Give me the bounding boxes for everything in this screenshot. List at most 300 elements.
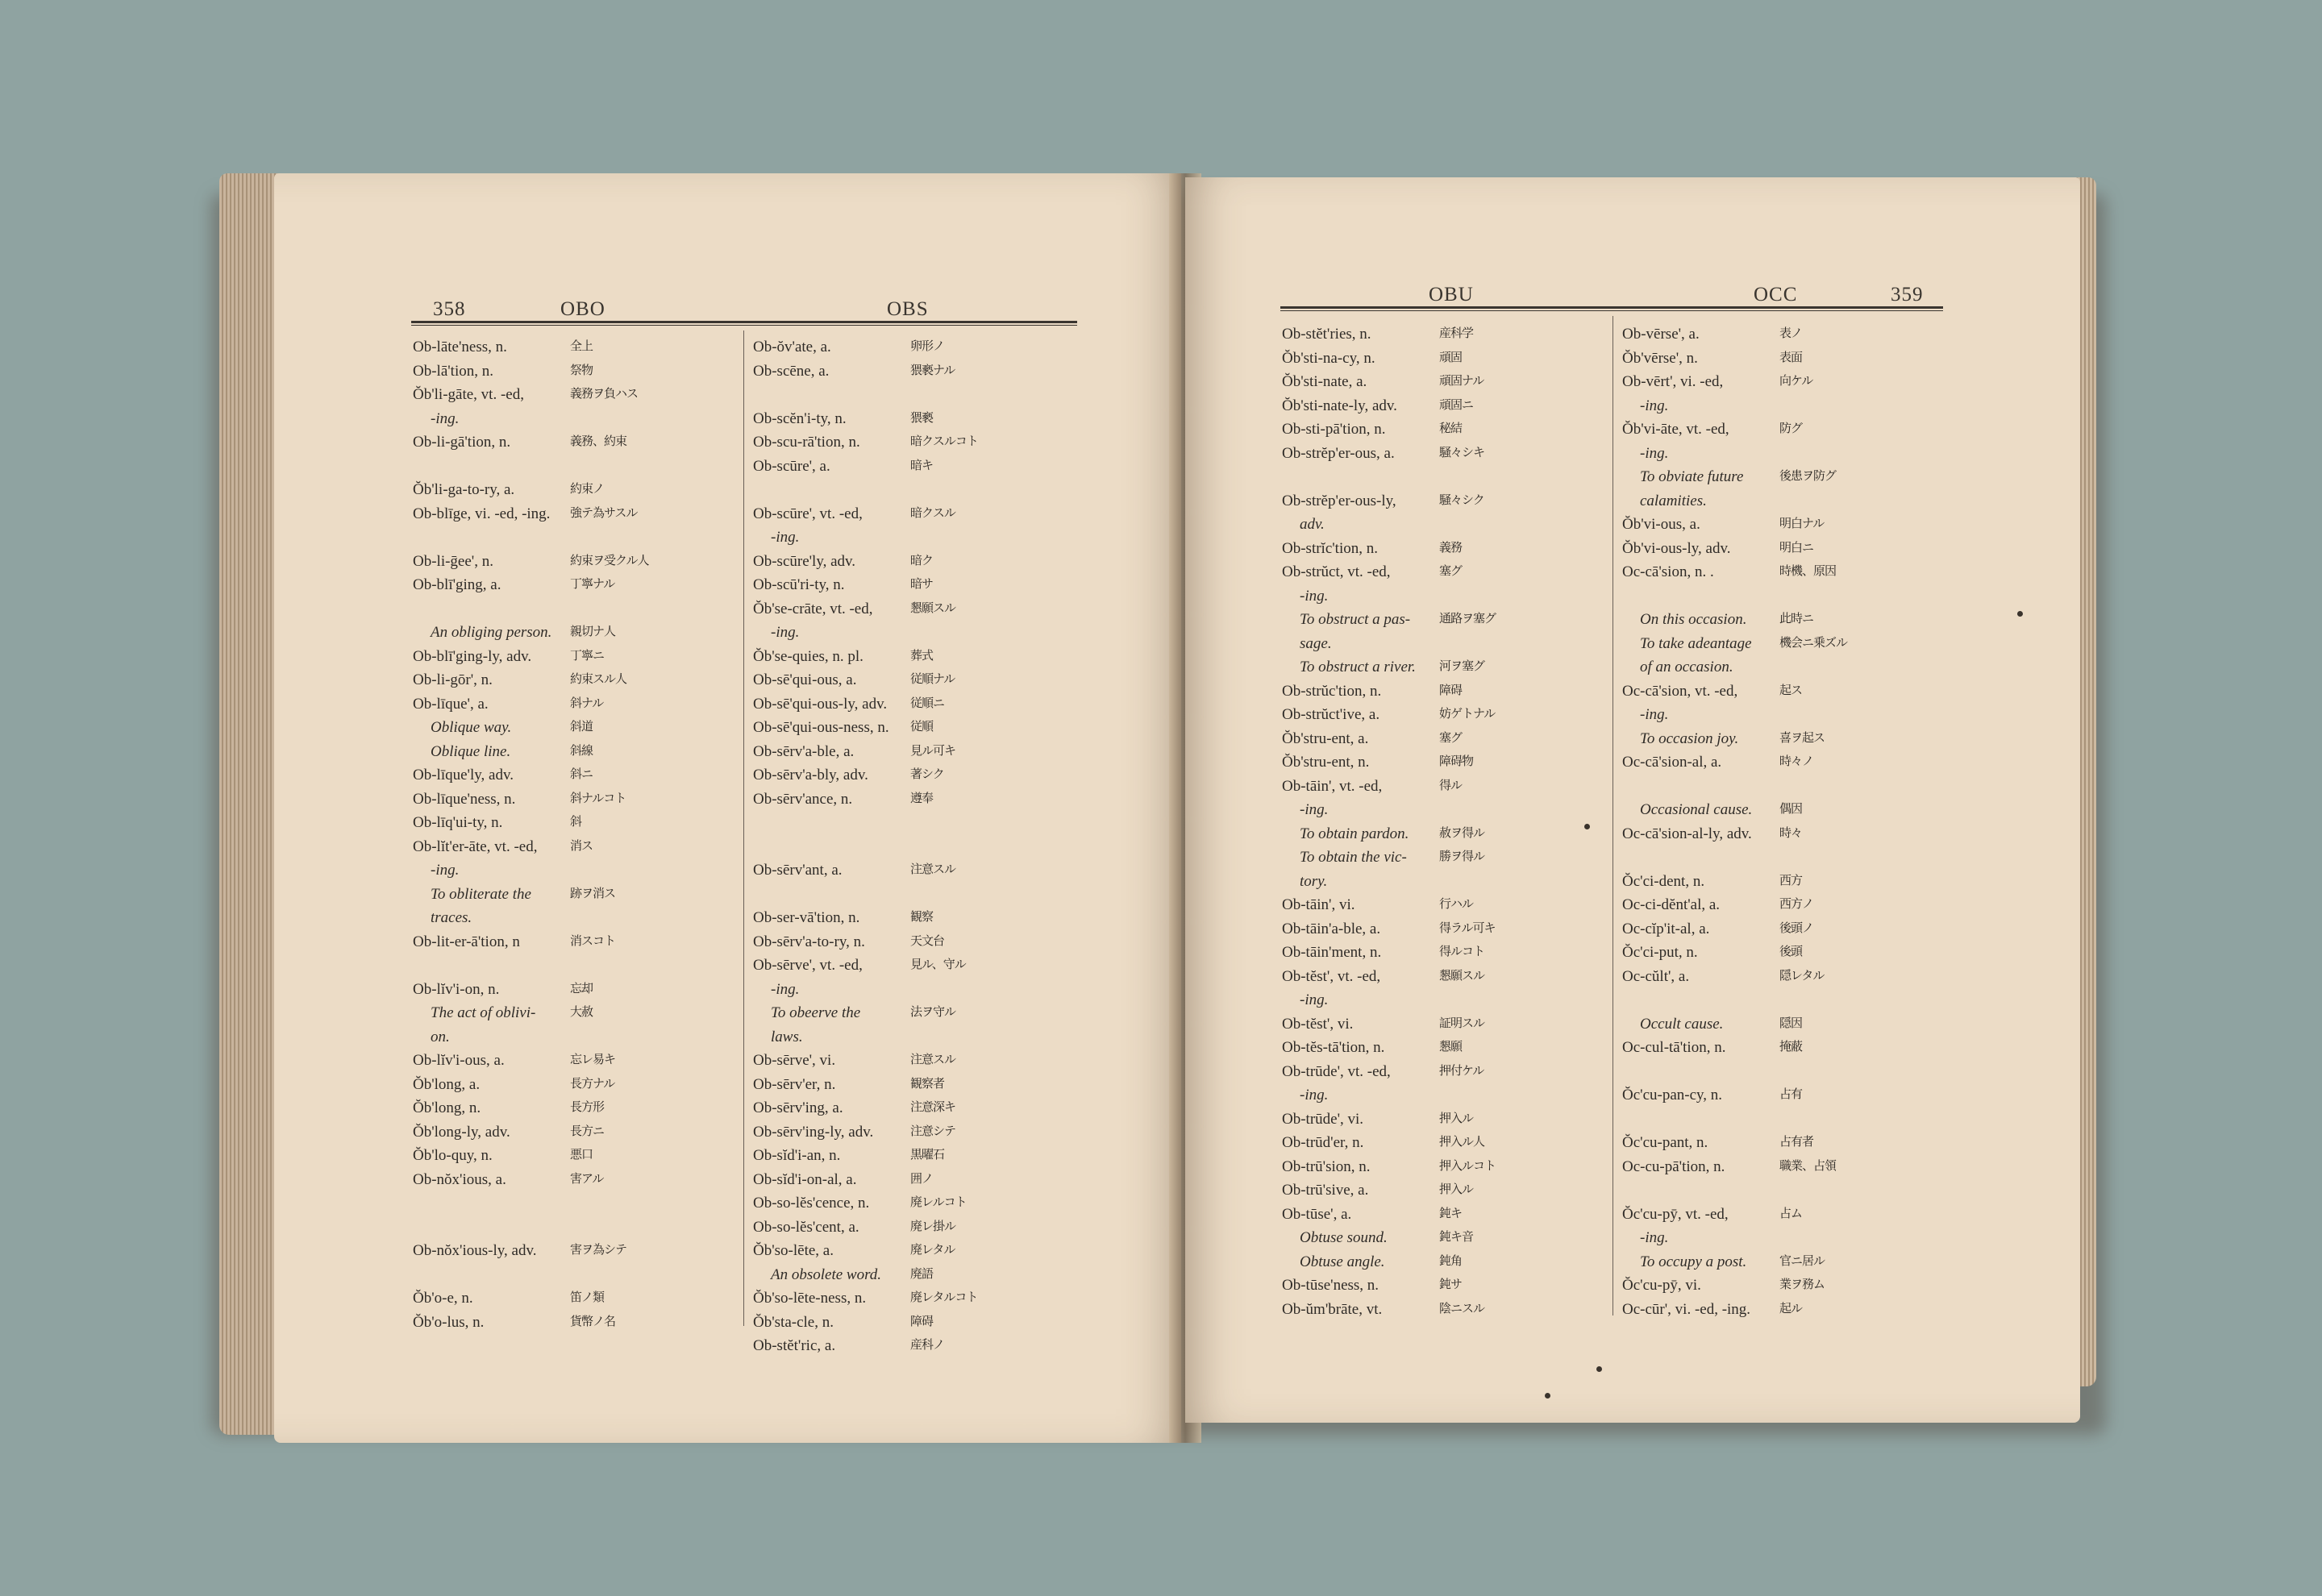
entry-row (753, 526, 1076, 550)
entry-row (1622, 1036, 1945, 1060)
entry-headword: Ob-blī'ging, a. (413, 576, 501, 593)
entry-headword: Oc-cā'sion-al, a. (1622, 754, 1722, 771)
entry-headword: Ob-ŭm'brāte, vt. (1282, 1300, 1383, 1318)
entry-headword: -ing. (431, 409, 460, 427)
entry-definition: 天文台 (910, 934, 945, 948)
entry-row (1622, 418, 1945, 442)
entry-definition: 卵形ノ (910, 340, 945, 353)
entry-row (1622, 822, 1945, 846)
entry-headword: Ob-so-lĕs'cence, n. (753, 1195, 870, 1212)
entry-headword: Ob-sērve', vi. (753, 1052, 836, 1069)
entry-row (1622, 846, 1945, 870)
entry-row (1622, 750, 1945, 775)
entry-headword: Ob-līque'ness, n. (413, 790, 516, 808)
entry-headword: -ing. (431, 862, 460, 879)
entry-row (753, 1049, 1076, 1073)
entry-row (1622, 775, 1945, 799)
entry-row (753, 1239, 1076, 1263)
entry-definition: 頑固ニ (1439, 398, 1474, 412)
entry-row (1622, 798, 1945, 822)
entry-headword: Ob-blīge, vi. -ed, -ing. (413, 505, 551, 522)
entry-row (413, 668, 735, 692)
entry-headword: To occupy a post. (1640, 1253, 1747, 1270)
entry-row (753, 692, 1076, 717)
entry-row (753, 573, 1076, 597)
entry-row (753, 1311, 1076, 1335)
entry-definition: 隠レタル (1779, 969, 1825, 983)
entry-definition: 遵奉 (910, 792, 934, 805)
entry-headword: Oc-ci-dĕnt'al, a. (1622, 896, 1721, 913)
entry-definition: 貨幣ノ名 (570, 1315, 616, 1328)
entry-row (753, 1263, 1076, 1287)
entry-headword: Ob-strĭc'tion, n. (1282, 539, 1378, 557)
entry-headword: Ŏb'stru-ent, a. (1282, 729, 1369, 747)
entry-definition: 斜道 (570, 721, 593, 734)
entry-row (413, 1120, 735, 1145)
entry-definition: 産科ノ (910, 1339, 945, 1352)
entry-definition: 陰ニスル (1439, 1302, 1485, 1315)
entry-definition: 跡ヲ消ス (570, 887, 616, 900)
entry-definition: 此時ニ (1779, 613, 1814, 626)
entry-row (1622, 893, 1945, 917)
entry-row (413, 740, 735, 764)
entry-row (753, 858, 1076, 883)
entry-headword: Ob-vērt', vi. -ed, (1622, 373, 1724, 390)
entry-definition: 注意スル (910, 863, 956, 876)
entry-headword: Ob-li-gā'tion, n. (413, 434, 511, 451)
entry-definition: 行ハル (1439, 898, 1474, 911)
entry-row (1622, 1178, 1945, 1203)
entry-row (413, 1311, 735, 1335)
entry-row (753, 740, 1076, 764)
entry-definition: 塞グ (1439, 565, 1463, 578)
entry-headword: Ŏb'sti-nate-ly, adv. (1282, 397, 1397, 414)
entry-row (753, 906, 1076, 930)
entry-row (1622, 608, 1945, 632)
entry-headword: Ob-stĕt'ries, n. (1282, 326, 1371, 343)
entry-row (1282, 584, 1604, 609)
right-column-2 (1622, 322, 1945, 1321)
entry-row (753, 383, 1076, 407)
entry-definition: 廃レタルコト (910, 1291, 978, 1304)
entry-headword: Ob-sērv'er, n. (753, 1075, 836, 1093)
entry-headword: Ob-lĭv'i-ous, a. (413, 1052, 505, 1069)
entry-headword: Ob-sērv'ance, n. (753, 790, 853, 808)
entry-row (413, 1049, 735, 1073)
entry-row (1282, 1250, 1604, 1274)
entry-definition: 法ヲ守ル (910, 1006, 956, 1019)
entry-headword: Ob-strĕp'er-ous-ly, (1282, 492, 1396, 509)
entry-definition: 占ム (1779, 1207, 1803, 1220)
entry-definition: 西方 (1779, 874, 1803, 887)
entry-headword: Ŏc'ci-put, n. (1622, 944, 1698, 961)
entry-definition: 頑固 (1439, 351, 1463, 364)
entry-definition: 偶因 (1779, 803, 1803, 816)
entry-row (1282, 560, 1604, 584)
entry-definition: 長方ニ (570, 1124, 605, 1138)
entry-definition: 猥褻 (910, 411, 934, 425)
entry-headword: Oc-cā'sion, vt. -ed, (1622, 682, 1738, 700)
entry-row (413, 835, 735, 859)
entry-row (1622, 965, 1945, 989)
entry-row (1282, 322, 1604, 347)
entry-headword: Occult cause. (1640, 1015, 1724, 1033)
entry-row (413, 788, 735, 812)
entry-definition: 長方ナル (570, 1077, 615, 1091)
entry-row (413, 455, 735, 479)
entry-headword: Ob-tĕst', vi. (1282, 1015, 1354, 1033)
left-column-divider (743, 330, 744, 1326)
entry-headword: Ŏc'cu-pȳ, vi. (1622, 1277, 1701, 1294)
entry-definition: 約束スル人 (570, 673, 627, 686)
entry-row (1622, 632, 1945, 656)
entry-row (413, 906, 735, 930)
entry-row (1282, 1036, 1604, 1060)
entry-definition: 表ノ (1779, 327, 1803, 340)
entry-definition: 後頭 (1779, 946, 1803, 958)
entry-row (1282, 370, 1604, 394)
entry-headword: Ob-blī'ging-ly, adv. (413, 647, 532, 665)
entry-definition: 秘結 (1439, 422, 1463, 435)
entry-headword: Ob-sērv'ant, a. (753, 862, 843, 879)
entry-headword: Ob-trūde', vi. (1282, 1110, 1364, 1128)
entry-headword: To obtain pardon. (1300, 825, 1409, 842)
entry-headword: Ob-strĕp'er-ous, a. (1282, 444, 1395, 462)
entry-headword: Occasional cause. (1640, 801, 1753, 818)
entry-headword: of an occasion. (1640, 659, 1733, 675)
entry-headword: Ob-sērv'a-ble, a. (753, 742, 855, 760)
entry-definition: 障碍 (1439, 684, 1463, 697)
entry-headword: To occasion joy. (1640, 729, 1739, 747)
entry-definition: 隠因 (1779, 1016, 1803, 1030)
entry-headword: Ob-lĭv'i-on, n. (413, 980, 500, 998)
entry-definition: 職業、占領 (1779, 1159, 1837, 1173)
entry-row (413, 621, 735, 645)
entry-headword: Obtuse sound. (1300, 1229, 1388, 1246)
entry-row (1282, 1203, 1604, 1227)
entry-definition: 消ス (570, 839, 593, 853)
entry-headword: -ing. (1640, 706, 1669, 723)
entry-definition: 廃レ掛ル (910, 1220, 956, 1233)
entry-row (413, 1286, 735, 1311)
left-column-1 (413, 335, 735, 1334)
entry-definition: 勝ヲ得ル (1439, 850, 1485, 863)
entry-definition: 押入ル (1439, 1112, 1474, 1125)
entry-row (1282, 988, 1604, 1012)
right-header-guide-left: OBU (1429, 284, 1474, 305)
entry-row (1282, 1226, 1604, 1250)
entry-row (753, 883, 1076, 907)
entry-row (753, 668, 1076, 692)
entry-row (413, 1216, 735, 1240)
entry-row (413, 1239, 735, 1263)
entry-headword: Ob-scĕn'i-ty, n. (753, 409, 847, 427)
entry-definition: 押入ルコト (1439, 1159, 1496, 1173)
entry-definition: 丁寧ナル (570, 578, 615, 591)
entry-headword: -ing. (1300, 801, 1329, 818)
entry-definition: 祭物 (570, 364, 593, 377)
entry-definition: 暗サ (910, 578, 934, 591)
entry-definition: 喜ヲ起ス (1779, 731, 1825, 745)
entry-headword: Oc-cu-pā'tion, n. (1622, 1158, 1725, 1175)
entry-row (1282, 846, 1604, 870)
left-header-rule (411, 321, 1077, 326)
entry-definition: 防グ (1779, 422, 1803, 435)
entry-definition: 従順ニ (910, 696, 945, 710)
entry-headword: Ob-sērve', vt. -ed, (753, 957, 863, 974)
entry-definition: 暗キ (910, 459, 934, 472)
entry-row (753, 954, 1076, 978)
entry-row (1282, 442, 1604, 466)
entry-row (1282, 489, 1604, 513)
ink-speck (1584, 824, 1590, 829)
entry-headword: Ob-tāin', vi. (1282, 896, 1355, 913)
entry-row (1282, 1298, 1604, 1322)
entry-definition: 斜ニ (570, 768, 593, 781)
entry-headword: Ob-sērv'a-bly, adv. (753, 767, 868, 783)
entry-row (753, 788, 1076, 812)
entry-definition: 河ヲ塞グ (1439, 660, 1485, 673)
entry-row (1622, 988, 1945, 1012)
entry-row (1282, 513, 1604, 537)
entry-row (413, 1096, 735, 1120)
entry-row (413, 1144, 735, 1168)
entry-row (1622, 1250, 1945, 1274)
entry-definition: 笛ノ類 (570, 1291, 605, 1304)
entry-headword: Ŏb'vērse', n. (1622, 349, 1698, 367)
entry-headword: Ob-nŏx'ious-ly, adv. (413, 1242, 537, 1259)
right-header-rule (1280, 306, 1943, 311)
entry-headword: on. (431, 1028, 450, 1045)
entry-definition: 明白ナル (1779, 517, 1825, 530)
entry-definition: 通路ヲ塞グ (1439, 613, 1496, 626)
entry-row (753, 1001, 1076, 1025)
entry-row (413, 526, 735, 550)
entry-headword: Ob-lāte'ness, n. (413, 339, 507, 355)
entry-row (1622, 655, 1945, 680)
entry-definition: 得ルコト (1439, 946, 1485, 958)
entry-headword: Obtuse angle. (1300, 1253, 1385, 1270)
entry-row (1282, 632, 1604, 656)
entry-definition: 表面 (1779, 351, 1803, 364)
entry-row (1622, 1083, 1945, 1108)
entry-definition: 明白ニ (1779, 541, 1814, 555)
entry-row (413, 1001, 735, 1025)
entry-definition: 斜ナル (570, 696, 604, 710)
entry-definition: 占有者 (1779, 1136, 1814, 1149)
entry-row (1622, 1203, 1945, 1227)
entry-headword: Ŏb'so-lēte-ness, n. (753, 1290, 867, 1307)
entry-row (1282, 1178, 1604, 1203)
entry-headword: traces. (431, 909, 472, 926)
entry-row (1622, 1108, 1945, 1132)
entry-definition: 注意深キ (910, 1101, 956, 1114)
entry-definition: 丁寧ニ (570, 649, 605, 663)
entry-definition: 占有 (1779, 1088, 1803, 1101)
entry-row (1622, 1012, 1945, 1037)
entry-headword: Ob-stĕt'ric, a. (753, 1337, 836, 1354)
entry-row (753, 597, 1076, 621)
entry-headword: Ŏb'so-lēte, a. (753, 1242, 834, 1259)
entry-row (753, 1334, 1076, 1358)
entry-definition: 猥褻ナル (910, 364, 955, 377)
entry-headword: Ob-li-gōr', n. (413, 671, 493, 688)
entry-row (1282, 775, 1604, 799)
entry-headword: Ob-strŭct'ive, a. (1282, 706, 1380, 723)
entry-definition: 囲ノ (910, 1172, 934, 1186)
entry-definition: 忘却 (570, 982, 593, 995)
entry-definition: 障碍物 (1439, 755, 1474, 768)
entry-definition: 妨ゲトナル (1439, 708, 1496, 721)
entry-headword: Ob-līq'ui-ty, n. (413, 814, 503, 831)
entry-headword: Ob-tūse', a. (1282, 1205, 1352, 1223)
entry-headword: Oc-cā'sion, n. . (1622, 563, 1714, 580)
entry-row (1282, 418, 1604, 442)
entry-headword: Ŏb'o-lus, n. (413, 1313, 485, 1331)
entry-row (1622, 1155, 1945, 1179)
entry-definition: 押付ケル (1439, 1064, 1484, 1078)
entry-headword: sage. (1300, 634, 1332, 652)
entry-row (753, 930, 1076, 954)
entry-headword: Ŏb'long-ly, adv. (413, 1123, 510, 1141)
entry-row (1282, 703, 1604, 727)
entry-row (1282, 394, 1604, 418)
entry-definition: 義務 (1439, 541, 1463, 555)
entry-definition: 官ニ居ル (1779, 1254, 1825, 1268)
entry-headword: Ob-tāin'a-ble, a. (1282, 920, 1381, 937)
entry-headword: Ob-trūde', vt. -ed, (1282, 1062, 1391, 1080)
entry-row (1622, 370, 1945, 394)
entry-headword: On this occasion. (1640, 611, 1747, 628)
entry-row (1282, 1083, 1604, 1108)
entry-definition: 起ス (1779, 684, 1803, 697)
entry-definition: 時々ノ (1779, 755, 1814, 768)
right-header-guide-right: OCC (1754, 284, 1798, 305)
entry-row (753, 1168, 1076, 1192)
entry-row (1622, 680, 1945, 704)
entry-definition: 鈍キ (1439, 1207, 1463, 1220)
entry-headword: Ob-sērv'a-to-ry, n. (753, 933, 865, 950)
entry-headword: Oc-cĭp'it-al, a. (1622, 920, 1710, 937)
ink-speck (2017, 611, 2023, 617)
entry-row (753, 478, 1076, 502)
entry-headword: Ob-so-lĕs'cent, a. (753, 1218, 859, 1236)
entry-definition: 義務ヲ負ハス (570, 388, 639, 401)
entry-headword: Ob-ser-vā'tion, n. (753, 909, 860, 926)
entry-headword: Ob-sē'qui-ous, a. (753, 671, 857, 688)
entry-headword: Ob-sĭd'i-an, n. (753, 1147, 841, 1164)
entry-definition: 鈍キ音 (1439, 1231, 1474, 1244)
entry-definition: 機会ニ乗ズル (1779, 636, 1848, 650)
entry-row (413, 502, 735, 526)
entry-row (1622, 703, 1945, 727)
entry-row (1282, 1108, 1604, 1132)
entry-headword: Ob-tĕst', vt. -ed, (1282, 967, 1381, 985)
entry-headword: -ing. (1640, 1229, 1669, 1246)
entry-row (1282, 727, 1604, 751)
entry-definition: 向ケル (1779, 375, 1813, 388)
entry-headword: Ob-scu-rā'tion, n. (753, 434, 860, 451)
entry-headword: To take adeantage (1640, 634, 1752, 652)
entry-row (413, 1168, 735, 1192)
entry-headword: Ŏb'se-crāte, vt. -ed, (753, 600, 873, 617)
entry-headword: Ob-sē'qui-ous-ly, adv. (753, 695, 888, 713)
entry-headword: Ŏb'lo-quy, n. (413, 1147, 493, 1164)
entry-headword: -ing. (771, 980, 800, 998)
entry-headword: Ob-sērv'ing, a. (753, 1099, 843, 1116)
entry-definition: 約束ヲ受クル人 (570, 554, 649, 567)
entry-headword: Ob-tūse'ness, n. (1282, 1277, 1379, 1294)
entry-row (413, 597, 735, 621)
entry-row (753, 1120, 1076, 1145)
entry-row (1622, 322, 1945, 347)
right-column-divider (1612, 316, 1613, 1315)
entry-row (413, 954, 735, 978)
entry-definition: 障碍 (910, 1315, 934, 1328)
entry-definition: 斜ナルコト (570, 792, 626, 805)
entry-row (413, 1263, 735, 1287)
entry-definition: 得ラル可キ (1439, 921, 1496, 935)
entry-definition: 懇願スル (1439, 969, 1485, 983)
entry-row (1622, 465, 1945, 489)
entry-row (413, 383, 735, 407)
entry-row (1282, 1131, 1604, 1155)
entry-headword: -ing. (1640, 397, 1669, 414)
entry-headword: Ob-trū'sive, a. (1282, 1182, 1369, 1199)
entry-definition: 大赦 (570, 1006, 593, 1019)
entry-row (753, 1073, 1076, 1097)
entry-definition: 暗ク (910, 554, 934, 567)
entry-row (413, 573, 735, 597)
entry-row (1282, 655, 1604, 680)
entry-definition: 忘レ易キ (570, 1054, 616, 1066)
entry-definition: 廃語 (910, 1267, 934, 1281)
entry-row (413, 478, 735, 502)
entry-headword: Oc-cŭlt', a. (1622, 967, 1690, 985)
entry-headword: -ing. (1640, 444, 1669, 462)
entry-headword: The act of oblivi- (431, 1004, 536, 1021)
entry-definition: 騒々シク (1439, 493, 1484, 507)
right-column-1 (1282, 322, 1604, 1321)
entry-definition: 掩蔽 (1779, 1041, 1803, 1054)
entry-row (413, 360, 735, 384)
entry-headword: Ŏb'li-gāte, vt. -ed, (413, 386, 524, 403)
entry-row (1622, 560, 1945, 584)
entry-headword: Ŏb'vi-ous-ly, adv. (1622, 539, 1731, 557)
right-page-number: 359 (1891, 284, 1924, 305)
entry-row (753, 430, 1076, 455)
entry-headword: Ŏb'stru-ent, n. (1282, 754, 1370, 771)
entry-headword: tory. (1300, 872, 1328, 890)
entry-headword: Ŏc'cu-pan-cy, n. (1622, 1087, 1723, 1103)
entry-headword: To obtain the vic- (1300, 849, 1407, 866)
entry-row (1282, 347, 1604, 371)
entry-headword: Ŏb'vi-āte, vt. -ed, (1622, 421, 1729, 438)
entry-row (1282, 1012, 1604, 1037)
entry-row (413, 645, 735, 669)
entry-definition: 暗クスルコト (910, 435, 978, 448)
left-column-2 (753, 335, 1076, 1358)
entry-headword: Ŏb'long, a. (413, 1075, 481, 1093)
entry-definition: 長方形 (570, 1101, 605, 1114)
entry-headword: -ing. (1300, 991, 1329, 1008)
entry-headword: Oc-cūr', vi. -ed, -ing. (1622, 1300, 1751, 1318)
entry-headword: An obliging person. (431, 624, 552, 641)
entry-row (753, 645, 1076, 669)
entry-definition: 廃レタル (910, 1244, 955, 1257)
entry-definition: 観察 (910, 911, 934, 924)
entry-definition: 葬式 (910, 649, 934, 663)
